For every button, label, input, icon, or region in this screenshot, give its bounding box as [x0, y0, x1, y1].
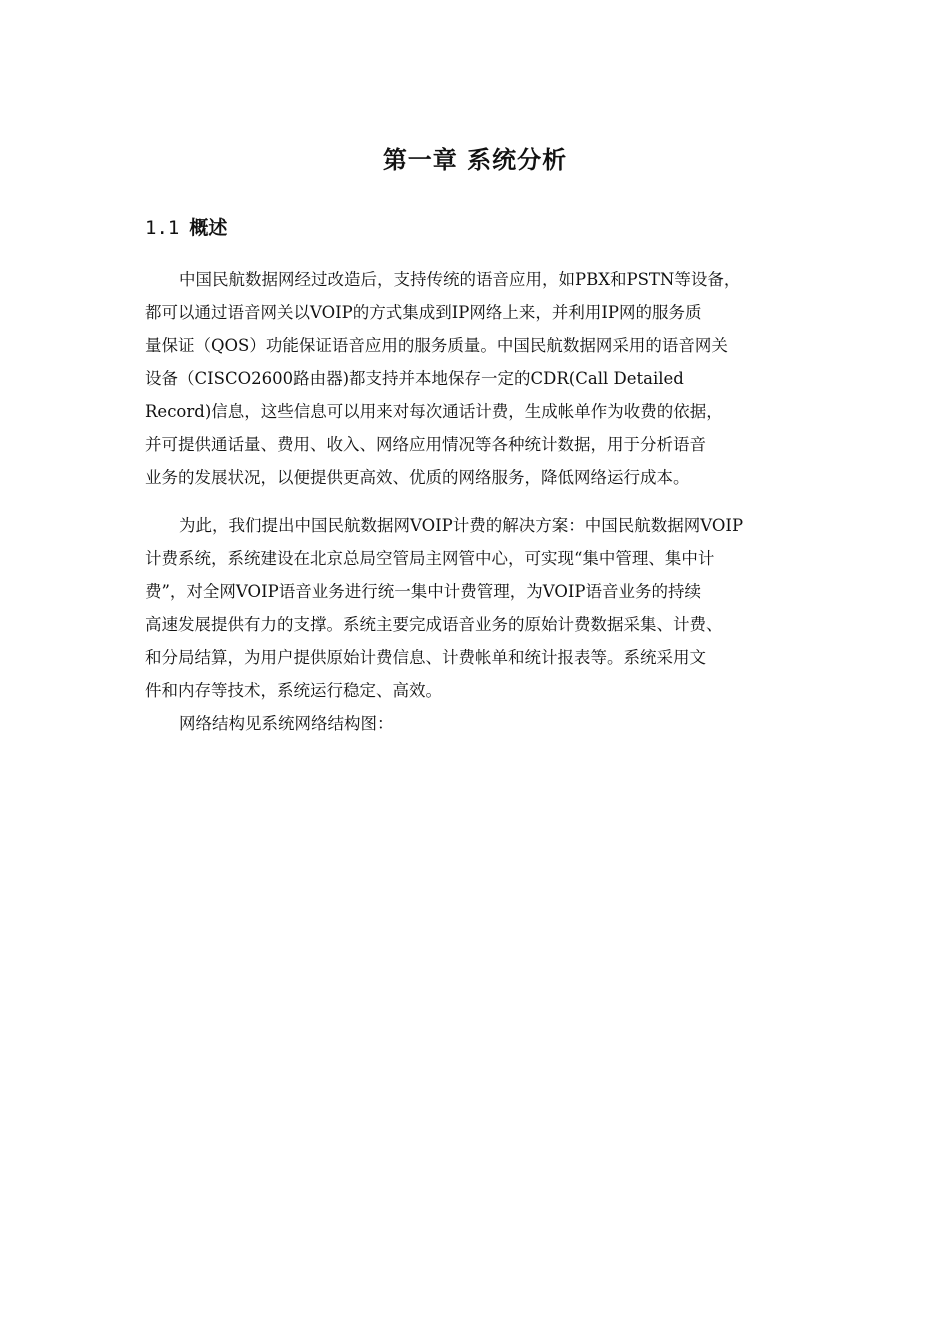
- paragraph-line: 都可以通过语音网关以VOIP的方式集成到IP网络上来，并利用IP网的服务质: [145, 303, 702, 322]
- paragraph-line: 业务的发展状况，以便提供更高效、优质的网络服务，降低网络运行成本。: [145, 468, 690, 487]
- paragraph-line: 计费系统，系统建设在北京总局空管局主网管中心，可实现“集中管理、集中计: [145, 549, 715, 568]
- section-heading: [145, 213, 227, 243]
- paragraph-line: 高速发展提供有力的支撑。系统主要完成语音业务的原始计费数据采集、计费、: [145, 615, 723, 634]
- paragraph-overview: [145, 263, 810, 494]
- paragraph-network-structure: [145, 707, 810, 740]
- paragraph-line: 并可提供通话量、费用、收入、网络应用情况等各种统计数据，用于分析语音: [145, 435, 706, 454]
- paragraph-line: Record)信息，这些信息可以用来对每次通话计费，生成帐单作为收费的依据，: [145, 402, 723, 421]
- paragraph-line: 网络结构见系统网络结构图：: [179, 714, 394, 733]
- paragraph-line: 量保证（QOS）功能保证语音应用的服务质量。中国民航数据网采用的语音网关: [145, 336, 728, 355]
- paragraph-line: 为此，我们提出中国民航数据网VOIP计费的解决方案：中国民航数据网VOIP: [179, 516, 744, 535]
- section-number: 1.1: [145, 217, 180, 239]
- paragraph-line: 设备（CISCO2600路由器)都支持并本地保存一定的CDR(Call Detailed: [145, 369, 684, 388]
- paragraph-line: 费”，对全网VOIP语音业务进行统一集中计费管理，为VOIP语音业务的持续: [145, 582, 701, 601]
- paragraph-line: 中国民航数据网经过改造后，支持传统的语音应用，如PBX和PSTN等设备，: [179, 270, 741, 289]
- paragraph-solution: [145, 509, 810, 707]
- chapter-title: 第一章 系统分析: [382, 145, 568, 174]
- paragraph-line: 和分局结算，为用户提供原始计费信息、计费帐单和统计报表等。系统采用文: [145, 648, 706, 667]
- paragraph-line: 件和内存等技术，系统运行稳定、高效。: [145, 681, 442, 700]
- section-title: 概述: [189, 217, 228, 239]
